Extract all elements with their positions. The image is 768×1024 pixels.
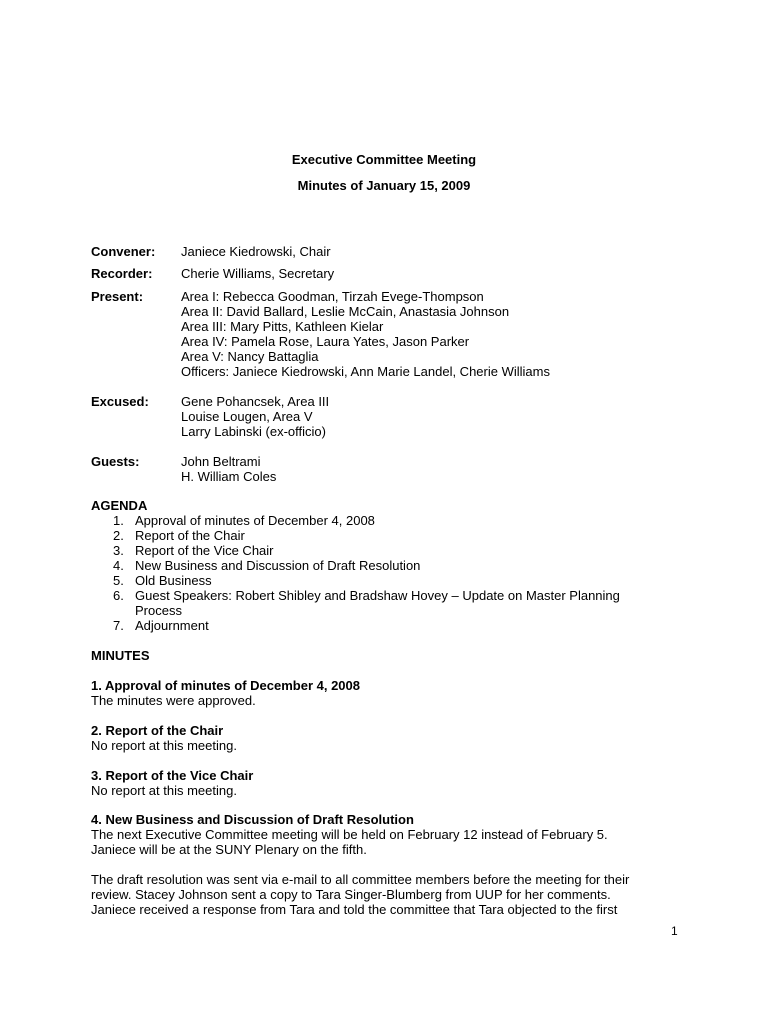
agenda-item [91,618,665,633]
present-line: Area IV: Pamela Rose, Laura Yates, Jason Parker [181,334,470,349]
present-line: Area I: Rebecca Goodman, Tirzah Evege-Thompson [181,289,484,304]
excused-label: Excused: [91,394,149,409]
agenda-item [91,588,665,618]
minutes-section-1 [91,678,671,708]
section-heading: 1. Approval of minutes of December 4, 2008 [91,678,360,693]
convener-label: Convener: [91,244,156,259]
agenda-item-text: Report of the Vice Chair [135,543,274,558]
minutes-heading-text: MINUTES [91,648,150,663]
section-line: The next Executive Committee meeting will be held on February 12 instead of February 5. [91,827,608,842]
agenda-item-text: Adjournment [135,618,209,633]
minutes-heading [91,648,671,663]
agenda-item [91,543,665,558]
page-number: 1 [671,924,678,938]
excused-list [181,394,329,439]
agenda-item-text: New Business and Discussion of Draft Resolution [135,558,421,573]
agenda-item [91,573,665,588]
agenda-item-text: Report of the Chair [135,528,245,543]
paragraph-line: review. Stacey Johnson sent a copy to Tara Singer-Blumberg from UUP for her comments. [91,887,611,902]
excused-line: Louise Lougen, Area V [181,409,313,424]
section-heading: 4. New Business and Discussion of Draft Resolution [91,812,414,827]
recorder-value: Cherie Williams, Secretary [181,266,335,281]
paragraph-line: The draft resolution was sent via e-mail to all committee members before the meeting for their [91,872,630,887]
draft-resolution-paragraph [91,872,671,917]
agenda-item-number: 4. [113,558,124,573]
section-text: No report at this meeting. [91,783,237,798]
convener-value: Janiece Kiedrowski, Chair [181,244,331,259]
minutes-section-2 [91,723,671,753]
agenda-item [91,558,665,573]
guests-label: Guests: [91,454,140,469]
agenda-item-text: Guest Speakers: Robert Shibley and Bradshaw Hovey – Update on Master Planning Process [135,588,620,618]
present-line: Area II: David Ballard, Leslie McCain, Anastasia Johnson [181,304,510,319]
agenda-item-text: Old Business [135,573,212,588]
guest-line: H. William Coles [181,469,277,484]
minutes-section-3 [91,768,671,798]
agenda-item-number: 7. [113,618,124,633]
agenda-item-number: 5. [113,573,124,588]
present-line: Area V: Nancy Battaglia [181,349,319,364]
guest-line: John Beltrami [181,454,261,469]
guests-list [181,454,276,484]
minutes-section-4 [91,812,671,857]
agenda-item [91,528,665,543]
paragraph-line: Janiece received a response from Tara and told the committee that Tara objected to the first [91,902,618,917]
agenda-item-number: 6. [113,588,124,603]
agenda-item-text: Approval of minutes of December 4, 2008 [135,513,375,528]
present-list [181,289,550,379]
present-line: Officers: Janiece Kiedrowski, Ann Marie Landel, Cherie Williams [181,364,550,379]
section-heading: 3. Report of the Vice Chair [91,768,254,783]
section-heading: 2. Report of the Chair [91,723,224,738]
agenda-section [91,498,691,633]
agenda-list [91,513,691,633]
agenda-item [91,513,665,528]
excused-line: Gene Pohancsek, Area III [181,394,330,409]
recorder-label: Recorder: [91,266,153,281]
agenda-heading: AGENDA [91,498,148,513]
agenda-item-number: 1. [113,513,124,528]
agenda-item-number: 2. [113,528,124,543]
document-title: Executive Committee Meeting [291,152,477,167]
section-text: The minutes were approved. [91,693,256,708]
excused-line: Larry Labinski (ex-officio) [181,424,326,439]
document-subtitle: Minutes of January 15, 2009 [297,178,471,193]
section-line: Janiece will be at the SUNY Plenary on the fifth. [91,842,367,857]
present-line: Area III: Mary Pitts, Kathleen Kielar [181,319,384,334]
present-label: Present: [91,289,144,304]
section-text: No report at this meeting. [91,738,237,753]
agenda-item-number: 3. [113,543,124,558]
